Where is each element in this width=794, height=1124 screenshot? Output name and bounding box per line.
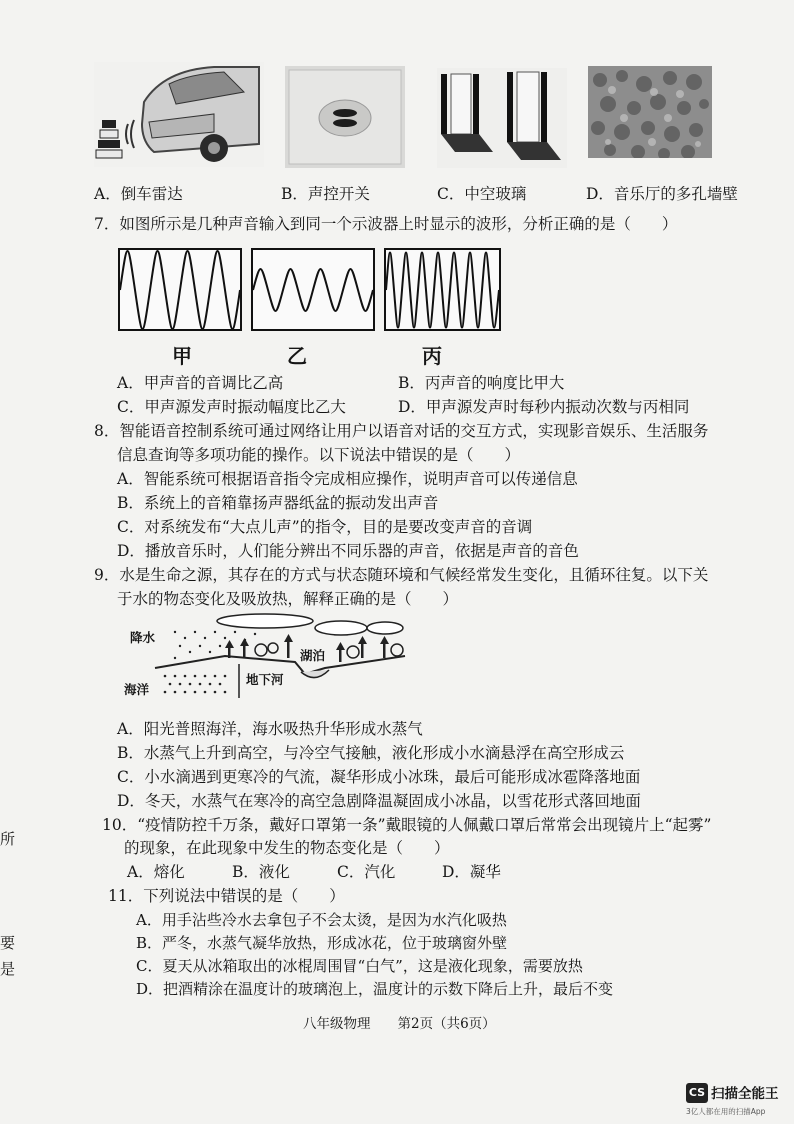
porous-wall-photo — [588, 66, 712, 158]
q10-stem-line1: 10．“疫情防控千万条，戴好口罩第一条”戴眼镜的人佩戴口罩后常常会出现镜片上“起雾” — [102, 816, 712, 834]
q10-stem-line2: 的现象，在此现象中发生的物态变化是（ ） — [124, 839, 450, 857]
q9-stem-line1: 9．水是生命之源，其存在的方式与状态随环境和气候经常发生变化，且循环往复。以下关 — [94, 566, 709, 584]
q6-option-c: C．中空玻璃 — [437, 185, 527, 203]
q8-option-a: A．智能系统可根据语音指令完成相应操作，说明声音可以传递信息 — [117, 470, 578, 488]
margin-mark-1: 所 — [0, 830, 16, 848]
q11-option-a: A．用手沾些冷水去拿包子不会太烫，是因为水汽化吸热 — [136, 911, 507, 929]
q11-stem: 11．下列说法中错误的是（ ） — [108, 887, 345, 905]
waveform-yi — [251, 248, 375, 331]
q9-option-b: B．水蒸气上升到高空，与冷空气接触，液化形成小水滴悬浮在高空形成云 — [117, 744, 625, 762]
q9-option-c: C．小水滴遇到更寒冷的气流，凝华形成小冰珠，最后可能形成冰雹降落地面 — [117, 768, 641, 786]
scanner-tagline: 3亿人都在用的扫描App — [686, 1107, 766, 1116]
q10-option-c: C．汽化 — [337, 863, 396, 881]
wave-label-bing: 丙 — [422, 344, 442, 368]
q7-option-d: D．甲声源发声时每秒内振动次数与丙相同 — [398, 398, 690, 416]
q7-option-a: A．甲声音的音调比乙高 — [117, 374, 284, 392]
q9-option-d: D．冬天，水蒸气在寒冷的高空急剧降温凝固成小冰晶，以雪花形式落回地面 — [117, 792, 641, 810]
waveform-bing — [384, 248, 501, 331]
q10-option-d: D．凝华 — [442, 863, 501, 881]
margin-mark-2: 要 — [0, 934, 16, 952]
q10-option-b: B．液化 — [232, 863, 290, 881]
q8-option-c: C．对系统发布“大点儿声”的指令，目的是要改变声音的音调 — [117, 518, 533, 536]
q11-option-b: B．严冬，水蒸气凝华放热，形成冰花，位于玻璃窗外壁 — [136, 934, 508, 952]
q10-option-a: A．熔化 — [127, 863, 185, 881]
diagram-label-ocean: 海洋 — [124, 682, 150, 697]
q7-option-b: B．丙声音的响度比甲大 — [398, 374, 565, 392]
diagram-label-river: 地下河 — [246, 672, 284, 687]
q8-stem-line1: 8．智能语音控制系统可通过网络让用户以语音对话的交互方式，实现影音娱乐、生活服务 — [94, 422, 709, 440]
scanner-logo: CS — [686, 1083, 708, 1103]
diagram-label-lake: 湖泊 — [300, 648, 326, 663]
q7-stem: 7．如图所示是几种声音输入到同一个示波器上时显示的波形，分析正确的是（ ） — [94, 215, 678, 233]
scanner-name: 扫描全能王 — [711, 1086, 779, 1102]
page-footer: 八年级物理 第2页（共6页） — [303, 1016, 496, 1032]
water-cycle-diagram — [115, 612, 415, 704]
diagram-label-rain: 降水 — [130, 630, 156, 645]
q6-option-d: D．音乐厅的多孔墙壁 — [586, 185, 738, 203]
q8-option-b: B．系统上的音箱靠扬声器纸盆的振动发出声音 — [117, 494, 439, 512]
hollow-glass-photo — [437, 68, 567, 168]
q6-option-b: B．声控开关 — [281, 185, 370, 203]
q9-stem-line2: 于水的物态变化及吸放热，解释正确的是（ ） — [117, 590, 459, 608]
waveform-jia — [118, 248, 242, 331]
reversing-radar-photo — [94, 62, 264, 167]
q7-option-c: C．甲声源发声时振动幅度比乙大 — [117, 398, 346, 416]
sound-switch-photo — [285, 66, 405, 168]
wave-label-jia: 甲 — [172, 344, 192, 368]
margin-mark-3: 是 — [0, 960, 16, 978]
q11-option-d: D．把酒精涂在温度计的玻璃泡上，温度计的示数下降后上升，最后不变 — [136, 980, 614, 998]
q6-option-a: A．倒车雷达 — [94, 185, 183, 203]
wave-label-yi: 乙 — [287, 344, 307, 368]
q9-option-a: A．阳光普照海洋，海水吸热升华形成水蒸气 — [117, 720, 423, 738]
q8-stem-line2: 信息查询等多项功能的操作。以下说法中错误的是（ ） — [117, 446, 521, 464]
q11-option-c: C．夏天从冰箱取出的冰棍周围冒“白气”，这是液化现象，需要放热 — [136, 957, 583, 975]
q8-option-d: D．播放音乐时，人们能分辨出不同乐器的声音，依据是声音的音色 — [117, 542, 579, 560]
